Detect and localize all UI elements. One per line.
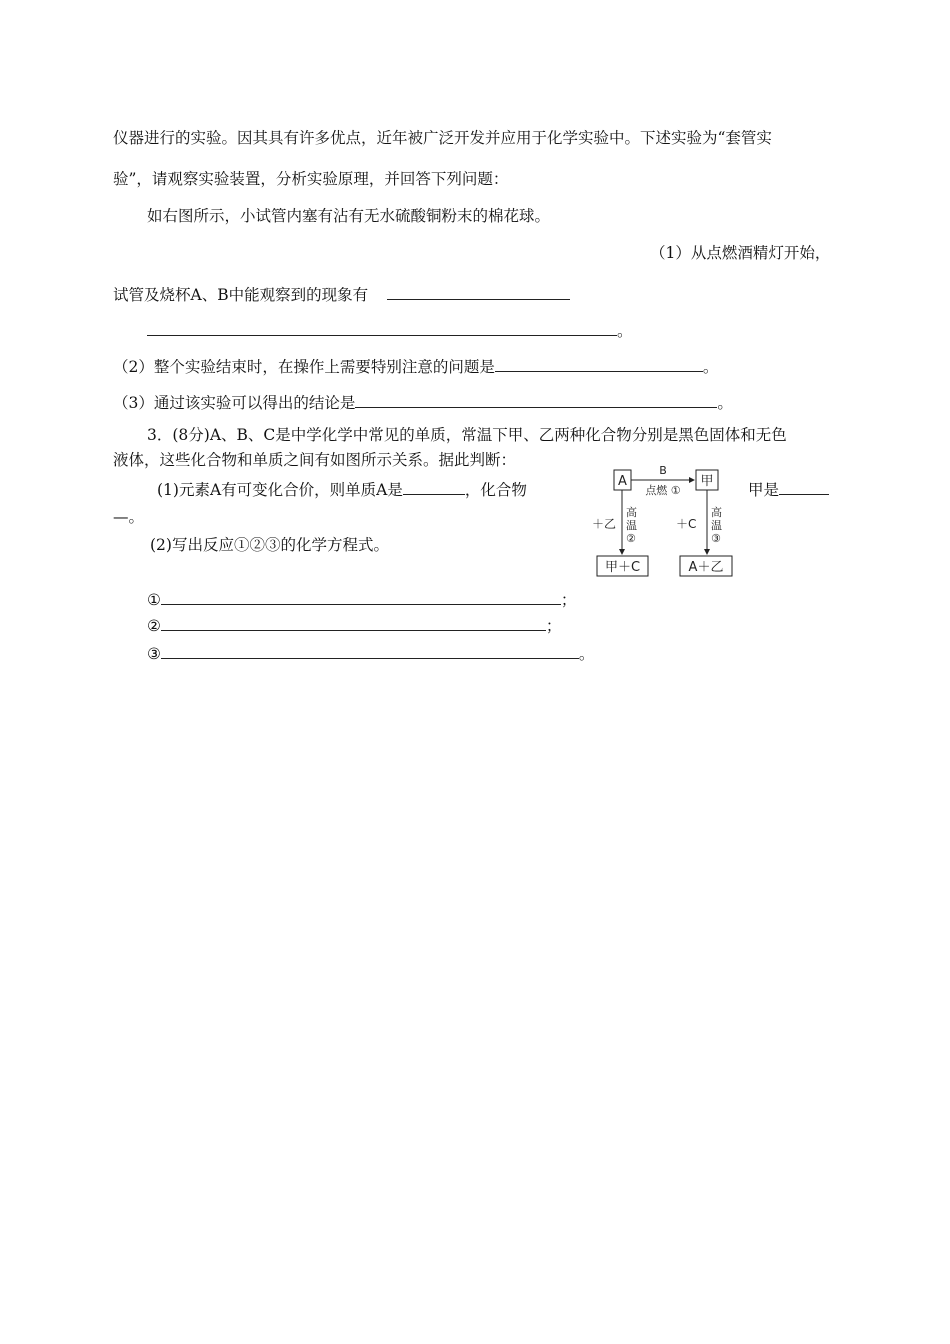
arrow-top-label: B [659,464,667,477]
paragraph-1-line-1: 仪器进行的实验。因其具有许多优点，近年被广泛开发并应用于化学实验中。下述实验为“套管实 [113,129,772,147]
semicolon: ； [560,591,577,609]
box-jia-label: 甲 [700,474,714,489]
sub-question-1-tail: —。 [113,508,145,526]
box-left-bottom-label: 甲＋C [604,560,641,575]
equation-marker-3: ③ [147,645,161,663]
box-a-label: A [618,474,627,489]
section-3-line-2: 液体，这些化合物和单质之间有如图所示关系。据此判断： [113,451,517,469]
box-right-bottom-label: A＋乙 [688,560,724,575]
question-3-text: （3）通过该实验可以得出的结论是 [113,394,356,412]
question-2-text: （2）整个实验结束时，在操作上需要特别注意的问题是 [113,358,495,376]
paragraph-2: 如右图所示，小试管内塞有沾有无水硫酸铜粉末的棉花球。 [147,207,551,225]
arrow-bottom-label: 点燃 ① [645,484,681,497]
answer-blank-q3[interactable] [355,392,717,408]
equation-marker-2: ② [147,617,161,635]
left-cond-num: ② [626,532,636,545]
left-cond-2: 温 [626,519,637,532]
right-cond-2: 温 [711,519,722,532]
section-3-line-1: 3．(8分)A、B、C是中学化学中常见的单质，常温下甲、乙两种化合物分别是黑色固体和无色 [147,426,787,444]
answer-blank-q1b[interactable] [147,320,617,336]
answer-blank-equation-2[interactable] [161,615,546,631]
answer-blank-equation-3[interactable] [161,643,579,659]
left-plus-label: ＋乙 [592,517,617,531]
right-cond-1: 高 [711,506,722,519]
answer-blank-q2[interactable] [495,356,703,372]
period: 。 [717,394,733,412]
answer-blank-q1a[interactable] [387,284,570,300]
answer-blank-element-a[interactable] [403,479,465,495]
answer-blank-equation-1[interactable] [161,589,561,605]
left-cond-1: 高 [626,506,637,519]
period: 。 [617,322,633,340]
answer-blank-compound-jia[interactable] [779,479,829,495]
sub-question-1-text-cont: ，化合物 [464,481,527,499]
period: 。 [702,358,719,376]
semicolon: ； [545,617,562,635]
paragraph-1-line-2: 验”，请观察实验装置，分析实验原理，并回答下列问题： [113,170,509,188]
reaction-diagram [590,462,750,582]
question-1-start: （1）从点燃酒精灯开始， [650,244,831,262]
sub-question-1-jia: 甲是 [748,481,780,499]
equation-marker-1: ① [147,591,161,609]
right-plus-label: ＋C [676,517,697,531]
right-cond-num: ③ [711,532,721,545]
question-1-text: 试管及烧杯A、B中能观察到的现象有 [113,286,369,304]
sub-question-1-text: (1)元素A有可变化合价，则单质A是 [157,481,403,499]
period: 。 [578,645,595,663]
sub-question-2-text: (2)写出反应①②③的化学方程式。 [150,536,389,554]
